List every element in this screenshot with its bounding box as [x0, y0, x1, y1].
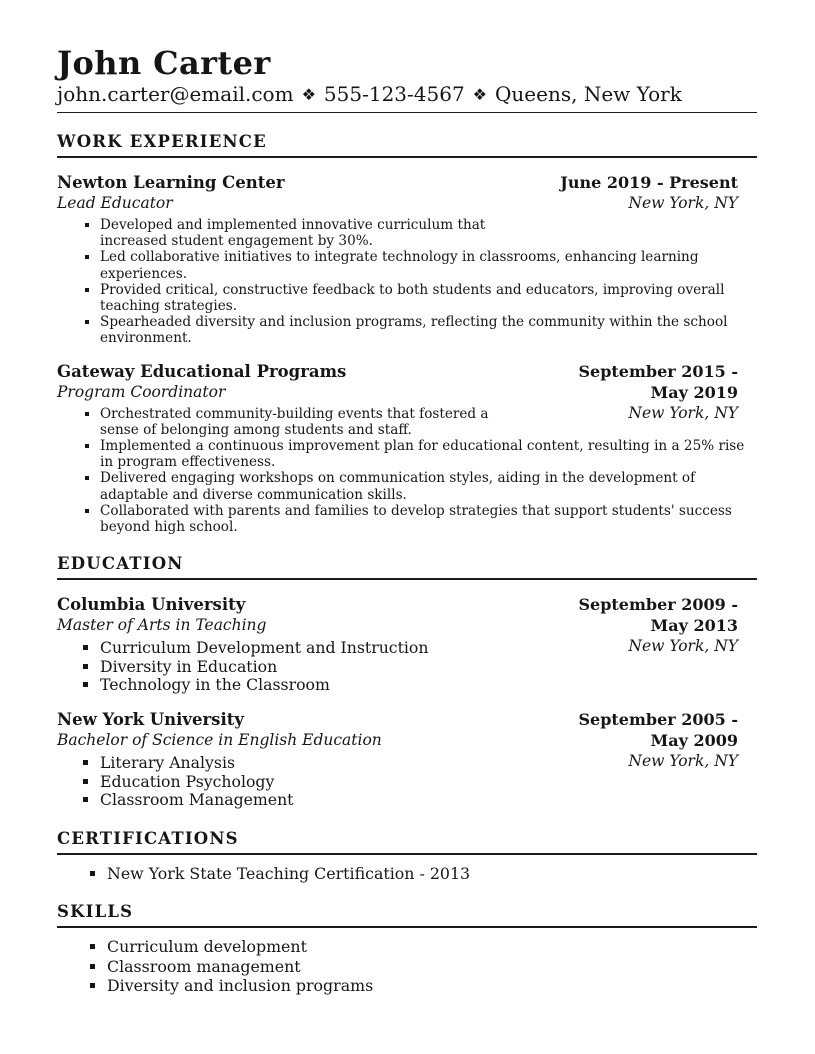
company-name: Newton Learning Center [57, 173, 285, 192]
contact-email: john.carter@email.com [57, 82, 294, 106]
job-title: Program Coordinator [57, 382, 226, 401]
bullet-item: ▪ Technology in the Classroom [100, 676, 757, 695]
bullet-item: ▪ Classroom Management [100, 791, 757, 810]
education-entry [57, 594, 757, 695]
date-range: September 2009 - [578, 595, 738, 615]
resume-name: John Carter [57, 44, 271, 82]
certifications-title: CERTIFICATIONS [57, 829, 757, 855]
diamond-separator-icon: ❖ [301, 85, 316, 104]
skill-item: ▪ Curriculum development [107, 937, 757, 956]
bullet-item: ▪ Developed and implemented innovative curriculum that increased student engagement by 30%. [100, 217, 757, 249]
degree-title: Master of Arts in Teaching [57, 616, 267, 635]
entry-location: New York, NY [628, 752, 738, 771]
bullet-item: ▪ Provided critical, constructive feedback to both students and educators, improving overall teaching strategies. [100, 282, 757, 314]
job-title: Lead Educator [57, 194, 173, 212]
education-entry [57, 709, 757, 810]
work-entry [57, 172, 757, 347]
work-experience-title: WORK EXPERIENCE [57, 132, 757, 158]
section-education [57, 554, 757, 810]
bullet-item: ▪ Orchestrated community-building events that fostered a sense of belonging among students and staff. [100, 406, 757, 438]
bullet-item: ▪ Curriculum Development and Instruction [100, 639, 757, 658]
bullet-list [57, 217, 757, 347]
section-skills [57, 902, 757, 995]
contact-location: Queens, New York [495, 82, 682, 106]
degree-title: Bachelor of Science in English Education [57, 731, 382, 750]
date-range: May 2009 [650, 731, 738, 751]
section-certifications [57, 829, 757, 883]
skill-item: ▪ Diversity and inclusion programs [107, 976, 757, 995]
entry-dates-block [508, 172, 738, 226]
date-range: September 2005 - [578, 710, 738, 730]
bullet-item: ▪ Collaborated with parents and families to develop strategies that support students' success beyond high school. [100, 503, 757, 535]
work-entry [57, 361, 757, 536]
entry-dates-block [508, 709, 738, 784]
entry-location: New York, NY [628, 637, 738, 656]
date-range: September 2015 - [578, 361, 738, 381]
contact-line [57, 82, 757, 113]
bullet-item: ▪ Literary Analysis [100, 754, 757, 773]
bullet-item: ▪ Led collaborative initiatives to integrate technology in classrooms, enhancing learning experiences. [100, 249, 757, 281]
skills-title: SKILLS [57, 902, 757, 928]
certification-list [57, 864, 757, 883]
bullet-item: ▪ Spearheaded diversity and inclusion programs, reflecting the community within the school environment. [100, 314, 757, 346]
school-name: New York University [57, 710, 244, 730]
date-range: June 2019 - Present [560, 173, 738, 192]
entry-dates-block [508, 361, 738, 436]
contact-phone: 555-123-4567 [323, 82, 465, 106]
date-range: May 2019 [650, 382, 738, 402]
entry-dates-block [508, 594, 738, 669]
bullet-item: ▪ Implemented a continuous improvement plan for educational content, resulting in a 25% rise in program effectiveness. [100, 438, 757, 470]
bullet-item: ▪ Delivered engaging workshops on communication styles, aiding in the development of adaptable and diverse communication skills. [100, 470, 757, 502]
company-name: Gateway Educational Programs [57, 361, 347, 381]
section-work-experience [57, 132, 757, 535]
skill-item: ▪ Classroom management [107, 957, 757, 976]
bullet-item: ▪ Education Psychology [100, 773, 757, 792]
school-name: Columbia University [57, 595, 246, 615]
date-range: May 2013 [650, 616, 738, 636]
entry-location: New York, NY [628, 194, 738, 212]
bullet-item: ▪ Diversity in Education [100, 658, 757, 677]
entry-location: New York, NY [628, 403, 738, 422]
education-title: EDUCATION [57, 554, 757, 580]
certification-item: ▪ New York State Teaching Certification - 2013 [107, 864, 757, 883]
resume-header [57, 44, 757, 113]
skill-list [57, 937, 757, 995]
diamond-separator-icon: ❖ [472, 85, 488, 104]
